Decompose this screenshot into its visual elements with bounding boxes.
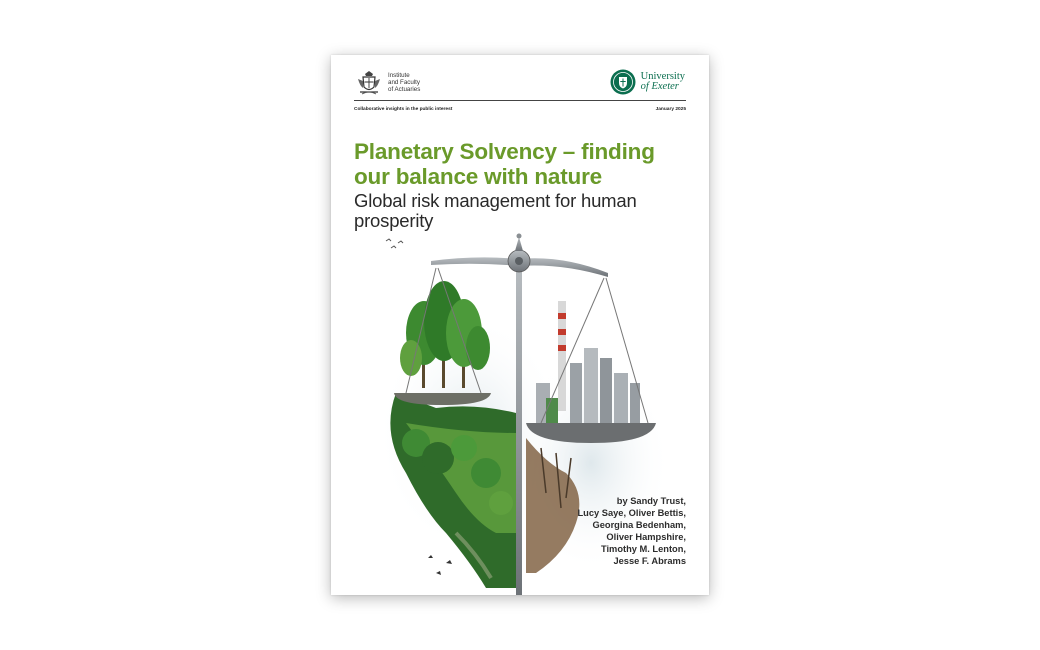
report-title: Planetary Solvency – finding our balance with nature (354, 139, 655, 189)
header-divider (354, 100, 686, 101)
report-subtitle: Global risk management for human prosperity (354, 190, 637, 231)
ifoa-name (388, 72, 420, 93)
report-cover (331, 55, 709, 595)
author-list (577, 495, 686, 567)
exeter-name (641, 72, 685, 93)
author-line: Jesse F. Abrams (613, 556, 686, 566)
author-line: Oliver Hampshire, (606, 532, 686, 542)
author-line: Georgina Bedenham, (592, 520, 686, 530)
exeter-name-line: of Exeter (640, 81, 679, 92)
author-line: by Sandy Trust, (616, 496, 686, 506)
crest-icon (354, 67, 384, 97)
ifoa-name-line: Institute (388, 71, 410, 79)
publication-date: January 2025 (655, 107, 686, 112)
ifoa-logo (354, 67, 420, 97)
exeter-logo (610, 69, 685, 95)
ifoa-name-line: of Actuaries (388, 85, 421, 93)
author-line: Timothy M. Lenton, (600, 544, 686, 554)
ifoa-name-line: and Faculty (388, 78, 420, 86)
author-line: Lucy Saye, Oliver Bettis, (577, 508, 686, 518)
tagline: Collaborative insights in the public interest (354, 107, 453, 112)
shield-badge-icon (610, 69, 636, 95)
exeter-name-line: University (640, 70, 685, 82)
